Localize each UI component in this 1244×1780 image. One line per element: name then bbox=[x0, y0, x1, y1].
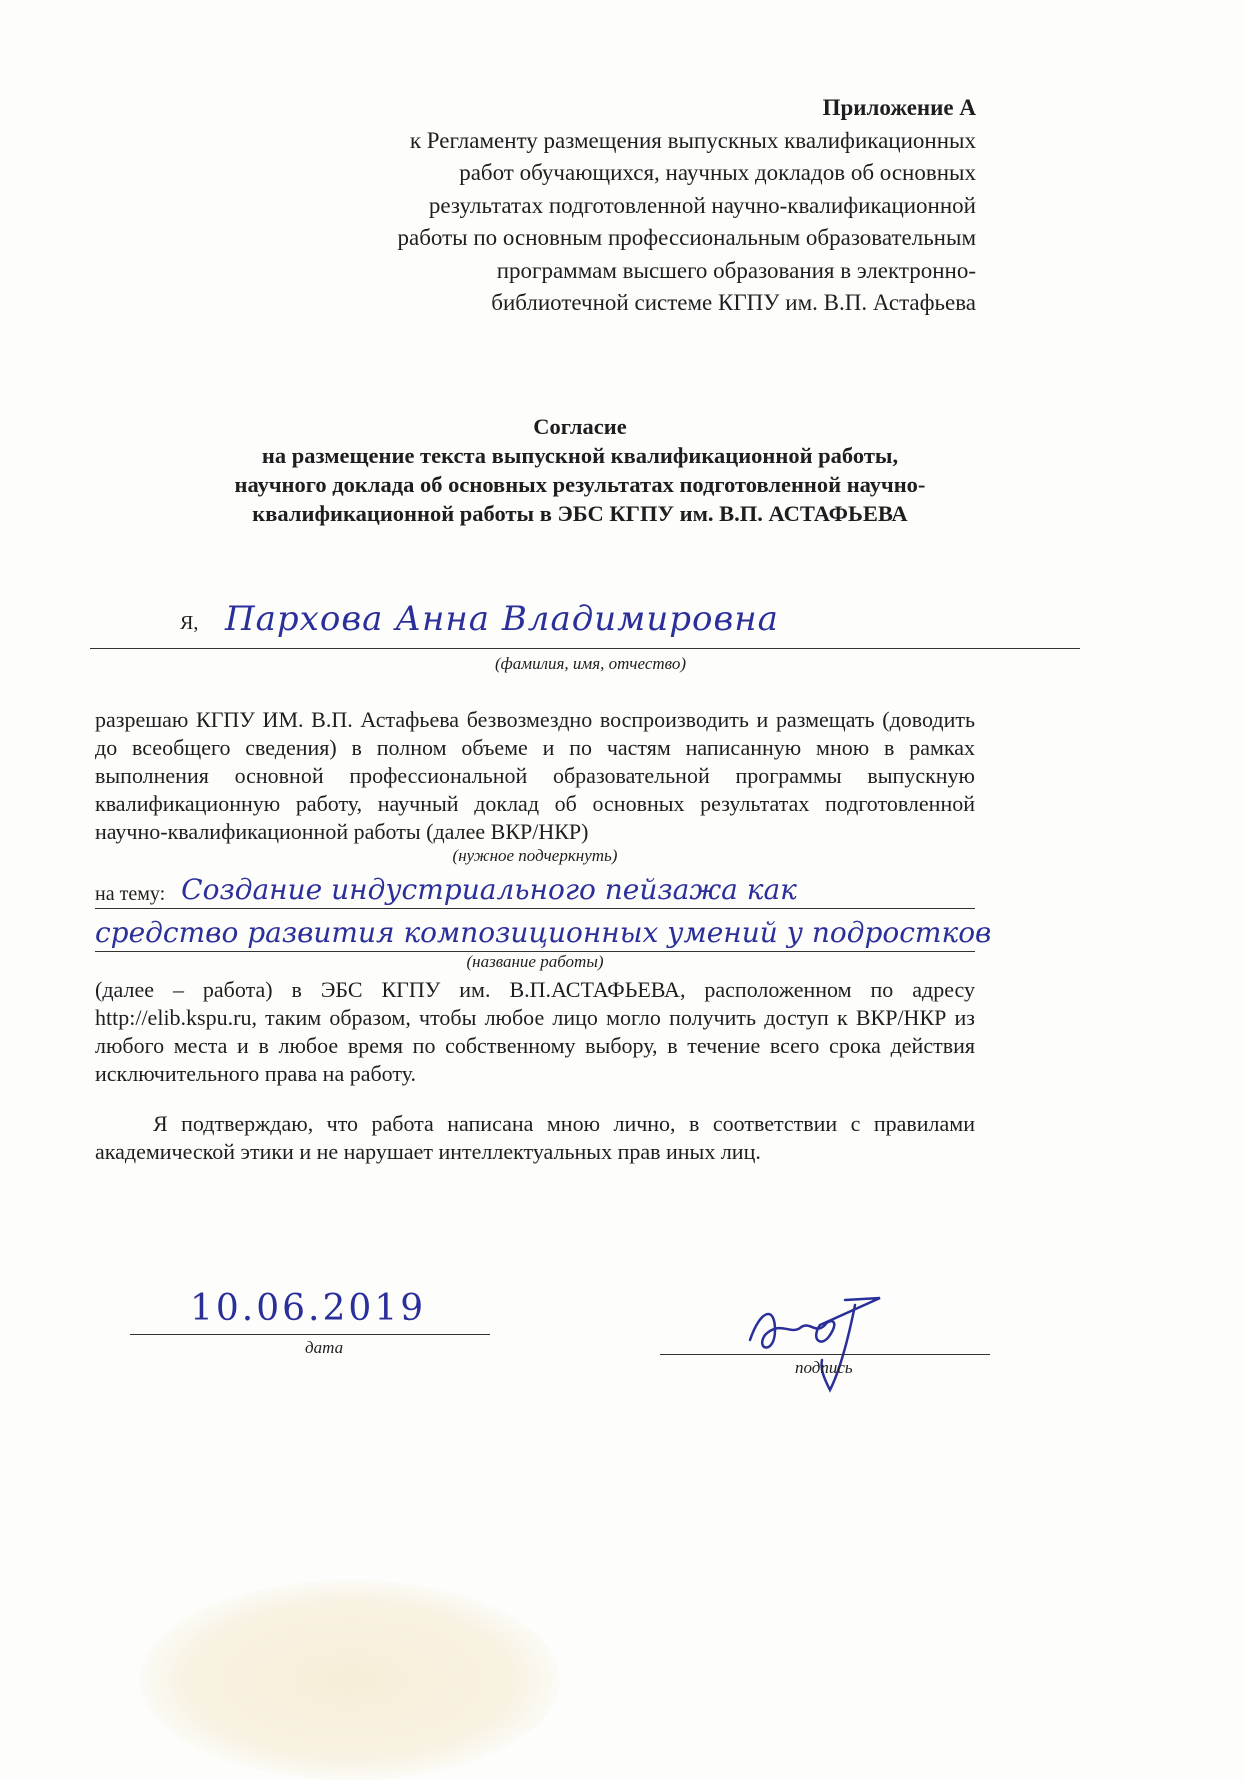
paper-stain bbox=[140, 1580, 560, 1780]
date-handwritten: 10.06.2019 bbox=[190, 1288, 427, 1329]
topic-prefix: на тему: bbox=[95, 883, 166, 905]
signature-caption: подпись bbox=[795, 1358, 853, 1377]
header-line: работ обучающихся, научных докладов об основных bbox=[459, 160, 976, 185]
name-caption: (фамилия, имя, отчество) bbox=[495, 654, 686, 673]
header-line: к Регламенту размещения выпускных квалификационных bbox=[409, 127, 976, 153]
title-line: на размещение текста выпускной квалификационной работы, bbox=[261, 443, 899, 468]
name-handwritten: Пархова Анна Владимировна bbox=[225, 599, 779, 639]
title-heading: Согласие bbox=[533, 414, 627, 439]
appendix-title: Приложение А bbox=[822, 95, 976, 120]
date-caption: дата bbox=[305, 1338, 344, 1357]
paragraph-3-text: Я подтверждаю, что работа написана мною лично, в соответствии с правилами академической этики и не нарушает интеллектуальных прав иных лиц. bbox=[95, 1111, 975, 1164]
header-line: результатах подготовленной научно-квалификационной bbox=[428, 192, 976, 218]
date-underline bbox=[130, 1334, 490, 1335]
paragraph-1-caption: (нужное подчеркнуть) bbox=[452, 846, 618, 865]
title-line: научного доклада об основных результатах подготовленной научно- bbox=[234, 472, 926, 497]
name-underline bbox=[90, 648, 1080, 649]
topic-row-2 bbox=[95, 911, 992, 952]
topic-handwritten-line-1: Создание индустриального пейзажа как bbox=[181, 873, 797, 906]
topic-row-1 bbox=[95, 868, 975, 909]
name-prefix: Я, bbox=[180, 612, 199, 634]
topic-caption: (название работы) bbox=[466, 952, 604, 971]
signature-mark bbox=[730, 1280, 920, 1400]
header-line: библиотечной системе КГПУ им. В.П. Астафьева bbox=[491, 290, 976, 315]
paragraph-1-text: разрешаю КГПУ ИМ. В.П. Астафьева безвозмездно воспроизводить и размещать (доводить до всеобщего сведения) в полном объеме и по частям написанную мною в рамках выполнения основной профессиональной образовательной программы выпускную квалификационную работу, научный доклад об основных результатах подготовленной научно-квалификационной работы (далее ВКР/НКР) bbox=[95, 707, 975, 844]
header-line: программам высшего образования в электронно- bbox=[496, 257, 976, 283]
body-section bbox=[95, 706, 992, 1166]
paragraph-2-text: (далее – работа) в ЭБС КГПУ им. В.П.АСТАФЬЕВА, расположенном по адресу http://elib.kspu.ru, таким образом, чтобы любое лицо могло получить доступ к ВКР/НКР из любого места и в любое время по собственному выбору, в течение всего срока действия исключительного права на работу. bbox=[95, 977, 975, 1086]
header-line: работы по основным профессиональным образовательным bbox=[397, 225, 976, 250]
title-line: квалификационной работы в ЭБС КГПУ им. В.П. АСТАФЬЕВА bbox=[252, 501, 908, 526]
topic-handwritten-line-2: средство развития композиционных умений у подростков bbox=[95, 916, 992, 949]
document-title bbox=[180, 412, 980, 528]
signature-underline bbox=[660, 1354, 990, 1355]
appendix-header bbox=[216, 92, 976, 320]
